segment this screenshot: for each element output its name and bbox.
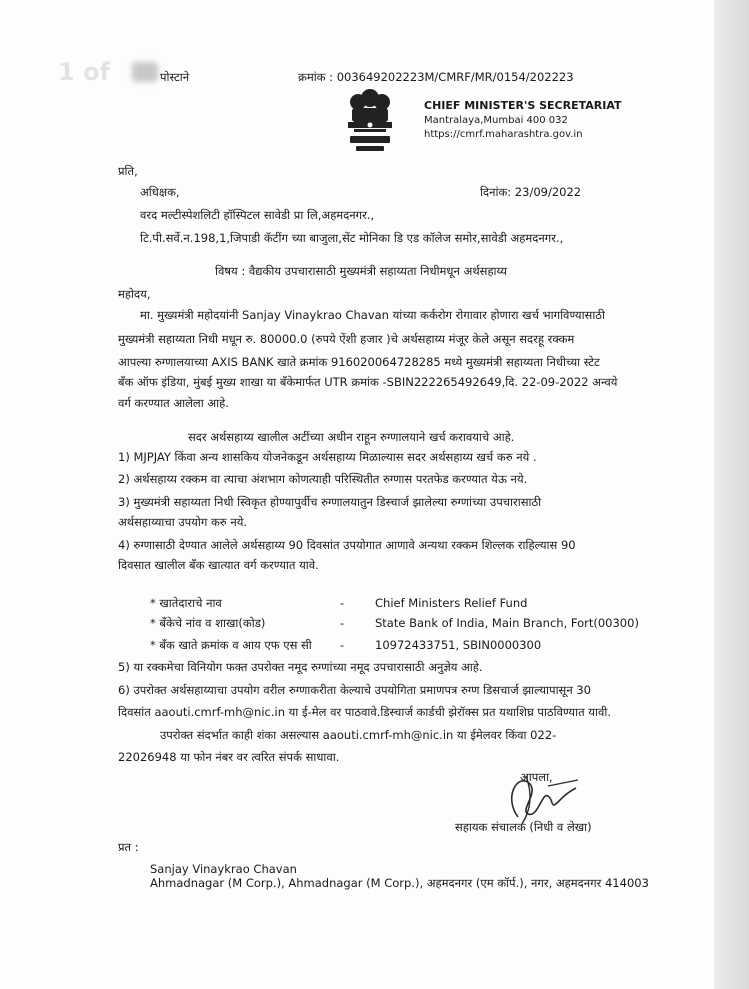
body-line: मा. मुख्यमंत्री महोदयांनी Sanjay Vinaykrao Chavan यांच्या कर्करोग रोगावार होणारा खर्च भागविण्यासाठी xyxy=(140,308,605,322)
signatory-designation: सहायक संचालक (निधी व लेखा) xyxy=(455,820,592,834)
letter-date: दिनांक: 23/09/2022 xyxy=(480,185,582,199)
bank-detail-label: * बँक खाते क्रमांक व आय एफ एस सी xyxy=(150,638,312,652)
bank-detail-label: * खातेदाराचे नाव xyxy=(150,596,222,610)
subject-line: विषय : वैद्यकीय उपचारासाठी मुख्यमंत्री सहाय्यता निधीमधून अर्थसहाय्य xyxy=(215,264,507,278)
page-indicator: 1 of xyxy=(58,58,110,86)
hospital-name: वरद मल्टीस्पेशलिटी हॉस्पिटल सावेडी प्रा लि,अहमदनगर., xyxy=(140,208,375,222)
reference-number: क्रमांक : 003649202223M/CMRF/MR/0154/202223 xyxy=(298,70,574,84)
state-emblem-icon xyxy=(336,84,404,160)
contact-line: उपरोक्त संदर्भात काही शंका असल्यास aaouti.cmrf-mh@nic.in या ईमेलवर किंवा 022- xyxy=(160,728,557,742)
office-url: https://cmrf.maharashtra.gov.in xyxy=(424,129,583,140)
bank-detail-value: 10972433751, SBIN0000300 xyxy=(375,638,542,652)
copy-label: प्रत : xyxy=(118,840,139,854)
condition-item: दिवसांत aaouti.cmrf-mh@nic.in या ई-मेल वर पाठवावे.डिस्चार्ज कार्डची झेरॉक्स प्रत यथाशिघ्र पाठविण्यात यावी. xyxy=(118,705,611,719)
redacted-page-count xyxy=(132,62,158,82)
condition-item: 3) मुख्यमंत्री सहाय्यता निधी स्विकृत होण्यापुर्वीच रुग्णालयातुन डिस्चार्ज झालेल्या रुग्णांच्या उपचारासाठी xyxy=(118,495,542,509)
condition-item: 4) रुग्णासाठी देण्यात आलेले अर्थसहाय्य 90 दिवसांत उपयोगात आणावे अन्यथा रक्कम शिल्लक राहिल्यास 90 xyxy=(118,538,576,552)
bank-detail-sep: - xyxy=(340,596,345,610)
body-line: वर्ग करण्यात आलेला आहे. xyxy=(118,396,229,410)
office-address: Mantralaya,Mumbai 400 032 xyxy=(424,115,568,126)
copy-name: Sanjay Vinaykrao Chavan xyxy=(150,862,297,876)
to-label: प्रति, xyxy=(118,164,138,178)
closing: आपला, xyxy=(520,770,553,784)
post-mode: पोस्टाने xyxy=(160,70,190,84)
bank-detail-sep: - xyxy=(340,616,345,630)
condition-item: 2) अर्थसहाय्य रक्कम वा त्याचा अंशभाग कोणत्याही परिस्थितीत रुग्णास परतफेड करण्यात येऊ नये. xyxy=(118,472,528,486)
bank-detail-value: Chief Ministers Relief Fund xyxy=(375,596,528,610)
condition-item: 1) MJPJAY किंवा अन्य शासकिय योजनेकडून अर्थसहाय्य मिळाल्यास सदर अर्थसहाय्य खर्च करु नये . xyxy=(118,450,537,464)
body-line: मुख्यमंत्री सहाय्यता निधी मधून रु. 80000.0 (रुपये ऐंशी हजार )चे अर्थसहाय्य मंजूर केले असून सदरहू रक्कम xyxy=(118,332,575,346)
condition-item: 6) उपरोक्त अर्थसहाय्याचा उपयोग वरील रुग्णाकरीता केल्याचे उपयोगिता प्रमाणपत्र रुग्ण डिसचार्ज झाल्यापासून 30 xyxy=(118,683,591,697)
bank-detail-sep: - xyxy=(340,638,345,652)
conditions-intro: सदर अर्थसहाय्य खालील अटींच्या अधीन राहून रुग्णालयाने खर्च करावयाचे आहे. xyxy=(188,430,515,444)
condition-item: अर्थसहाय्याचा उपयोग करु नये. xyxy=(118,515,248,529)
bank-detail-label: * बँकेचे नांव व शाखा(कोड) xyxy=(150,616,266,630)
bank-detail-value: State Bank of India, Main Branch, Fort(00300) xyxy=(375,616,639,630)
condition-item: 5) या रक्कमेचा विनियोग फक्त उपरोक्त नमूद रुग्णांच्या नमूद उपचारासाठी अनुज्ञेय आहे. xyxy=(118,660,483,674)
recipient-designation: अधिक्षक, xyxy=(140,185,180,199)
contact-line: 22026948 या फोन नंबर वर त्वरित संपर्क साधावा. xyxy=(118,750,340,764)
hospital-address: टि.पी.सर्वे.न.198,1,जिपाडी कॅटींग च्या बाजुला,सेंट मोनिका डि एड कॉलेज समोर,सावेडी अहमदनगर., xyxy=(140,231,564,245)
condition-item: दिवसात खालील बँक खात्यात वर्ग करण्यात यावे. xyxy=(118,558,319,572)
page-edge xyxy=(714,0,749,989)
body-line: आपल्या रुग्णालयाच्या AXIS BANK खाते क्रमांक 916020064728285 मध्ये मुख्यमंत्री सहाय्यता निधीच्या स्टेट xyxy=(118,355,600,369)
body-line: बँक ऑफ इंडिया, मुंबई मुख्य शाखा या बँकेमार्फत UTR क्रमांक -SBIN222265492649,दि. 22-09-2022 अन्वये xyxy=(118,375,618,389)
salutation: महोदय, xyxy=(118,287,151,301)
office-name: CHIEF MINISTER'S SECRETARIAT xyxy=(424,99,622,112)
copy-address: Ahmadnagar (M Corp.), Ahmadnagar (M Corp.), अहमदनगर (एम कॉर्प.), नगर, अहमदनगर 414003 xyxy=(150,876,649,890)
